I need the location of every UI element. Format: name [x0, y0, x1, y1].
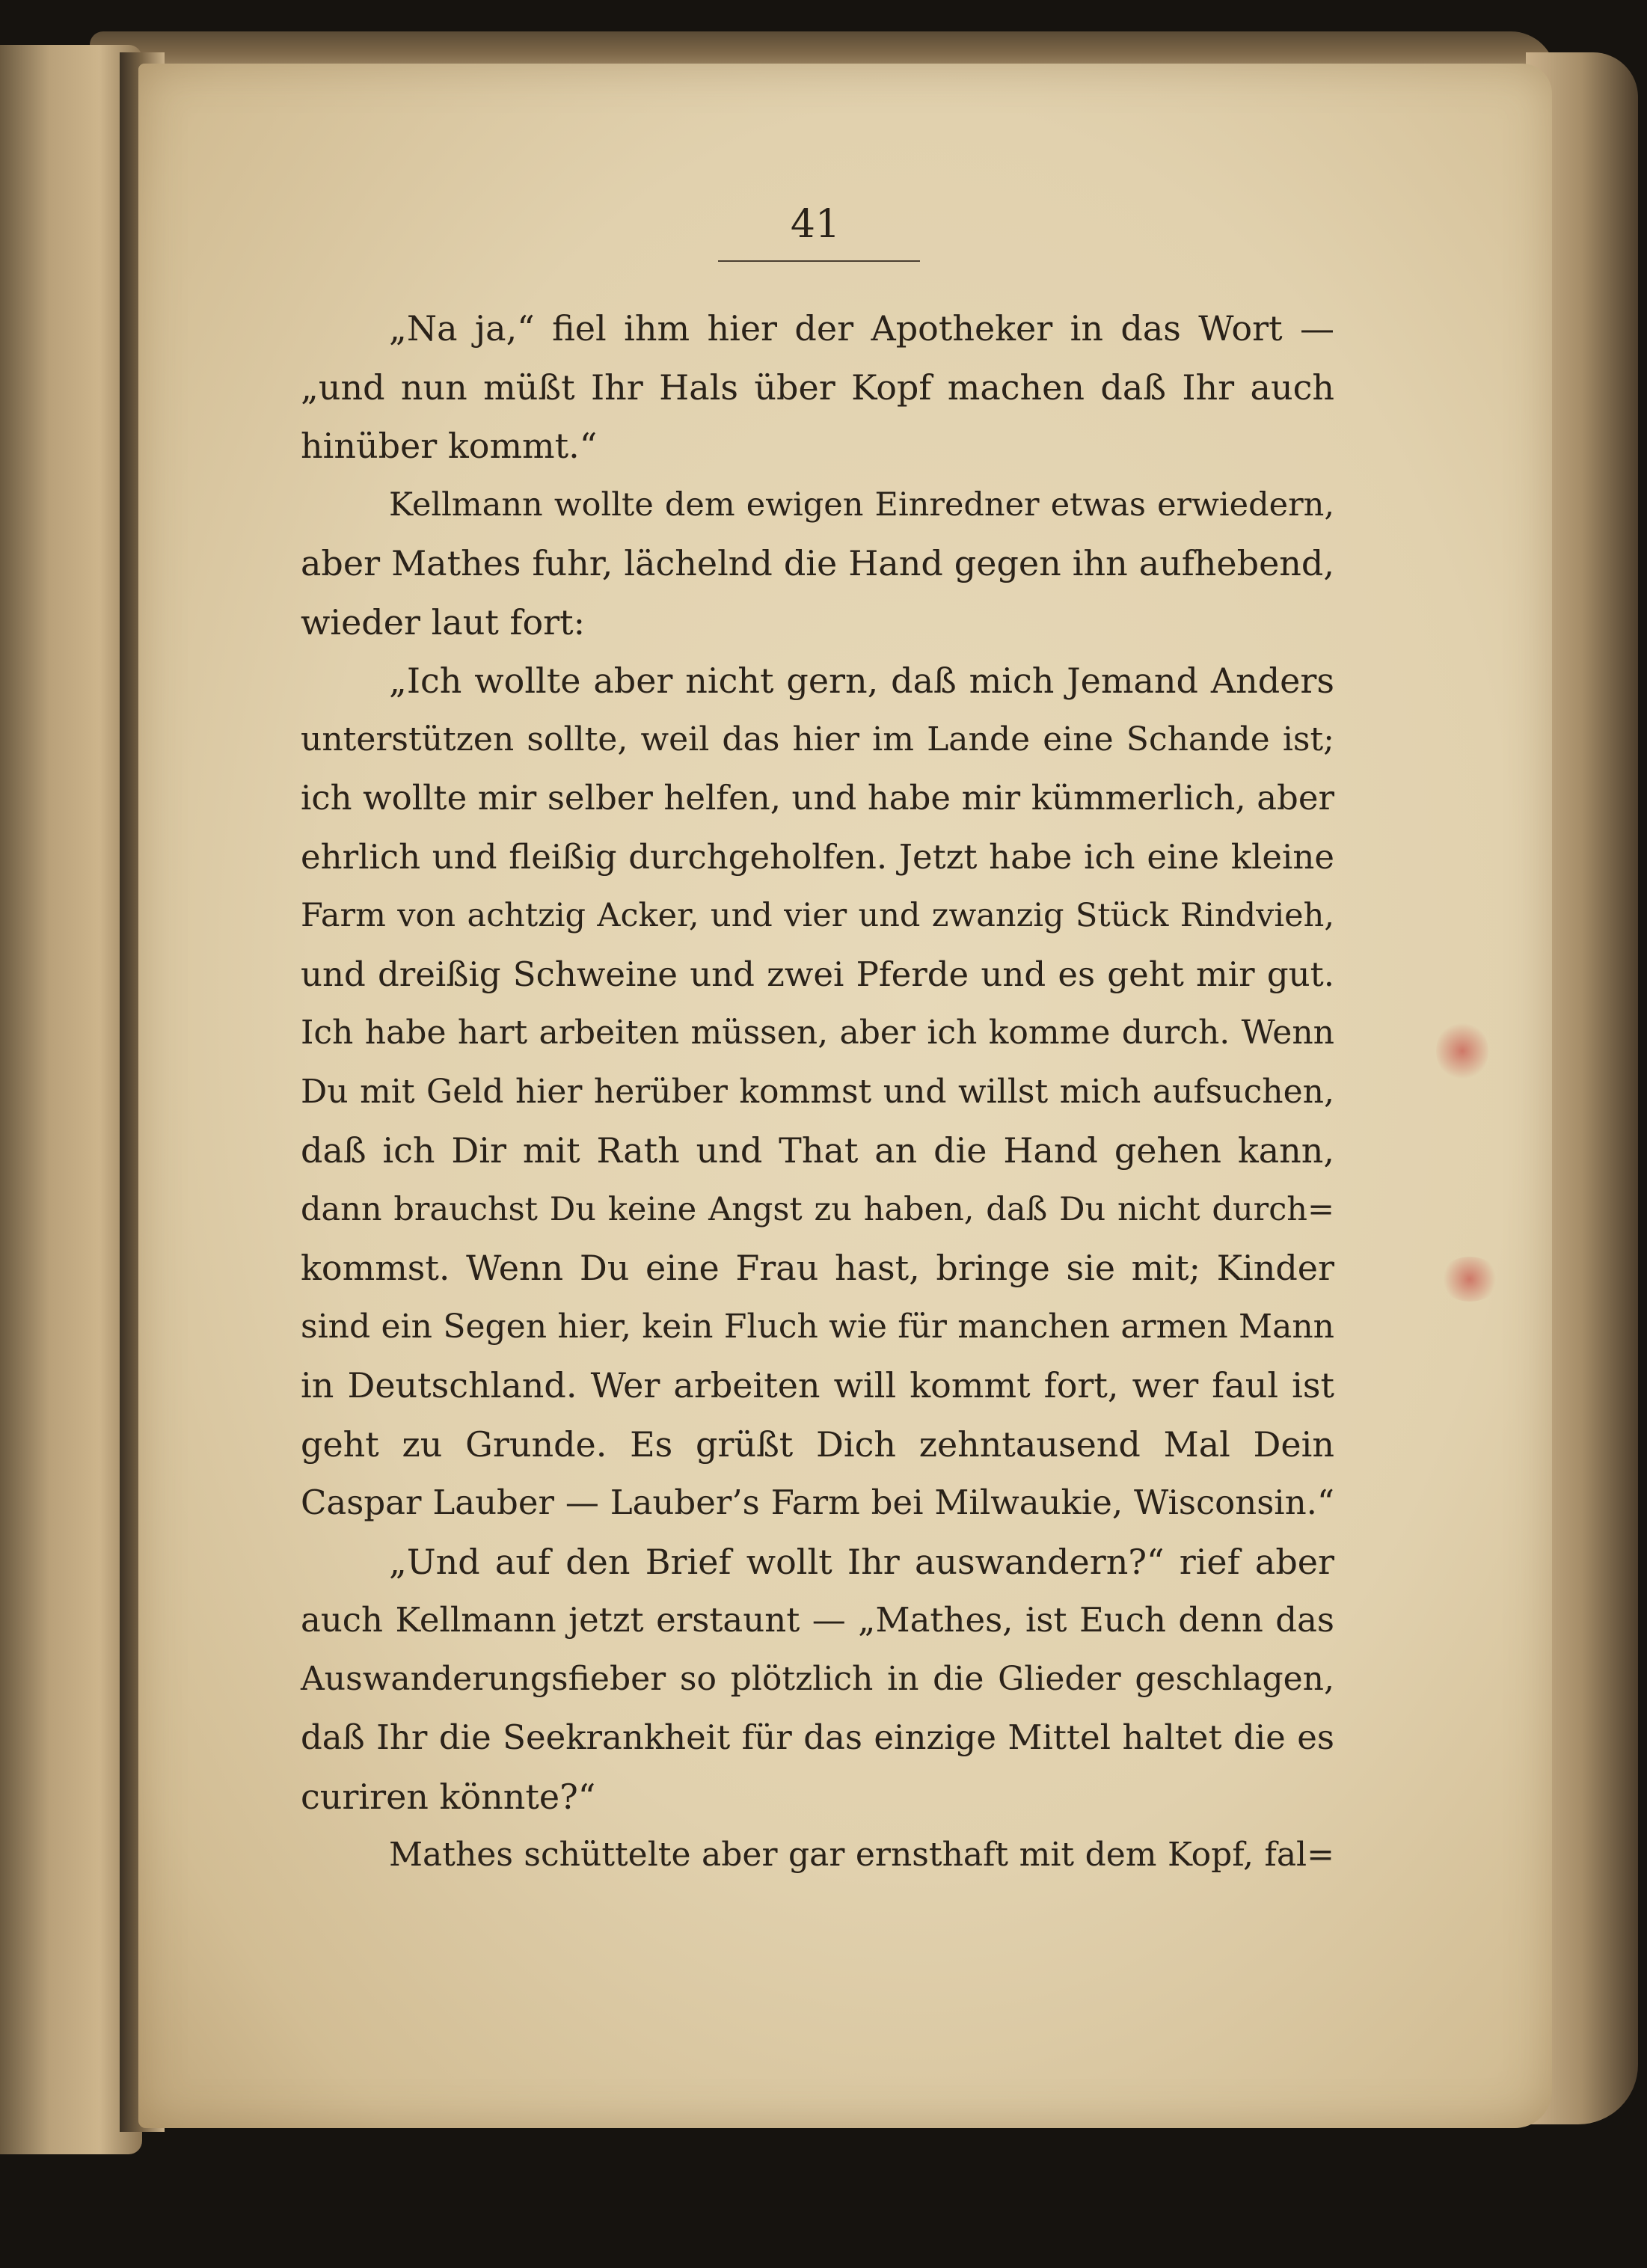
page-number-rule	[718, 260, 920, 262]
text-line: Farm von achtzig Acker, und vier und zwanzig Stück Rindvieh,	[301, 897, 1334, 934]
text-line: und dreißig Schweine und zwei Pferde und es geht mir gut.	[301, 954, 1334, 994]
text-line: aber Mathes fuhr, lächelnd die Hand gegen ihn aufhebend,	[301, 543, 1334, 583]
text-line: geht zu Grunde. Es grüßt Dich zehntausend Mal Dein	[301, 1423, 1334, 1465]
text-line: daß ich Dir mit Rath und That an die Hand gehen kann,	[301, 1130, 1334, 1171]
text-line: daß Ihr die Seekrankheit für das einzige Mittel haltet die es	[301, 1717, 1334, 1757]
text-line: „Na ja,“ fiel ihm hier der Apotheker in das Wort —	[389, 308, 1334, 349]
text-line: Ich habe hart arbeiten müssen, aber ich komme durch. Wenn	[301, 1014, 1334, 1052]
text-line: unterstützen sollte, weil das hier im Lande eine Schande ist;	[301, 720, 1334, 758]
text-line: Kellmann wollte dem ewigen Einredner etwas erwiedern,	[389, 485, 1334, 524]
text-line: ich wollte mir selber helfen, und habe mir kümmerlich, aber	[301, 778, 1334, 818]
text-line: „und nun müßt Ihr Hals über Kopf machen daß Ihr auch	[301, 367, 1334, 408]
text-line: Caspar Lauber — Lauber’s Farm bei Milwaukie, Wisconsin.“	[301, 1483, 1334, 1522]
text-line: curiren könnte?“	[301, 1776, 596, 1817]
text-line: „Ich wollte aber nicht gern, daß mich Jemand Anders	[389, 661, 1334, 701]
page-number: 41	[790, 202, 841, 247]
text-line: hinüber kommt.“	[301, 426, 598, 466]
text-line: kommst. Wenn Du eine Frau hast, bringe sie mit; Kinder	[301, 1248, 1334, 1288]
body-text	[301, 299, 1334, 1885]
text-line: in Deutschland. Wer arbeiten will kommt fort, wer faul ist	[301, 1365, 1334, 1406]
text-line: „Und auf den Brief wollt Ihr auswandern?“ rief aber	[389, 1541, 1334, 1582]
text-line: auch Kellmann jetzt erstaunt — „Mathes, ist Euch denn das	[301, 1600, 1334, 1640]
text-line: Auswanderungsfieber so plötzlich in die Glieder geschlagen,	[301, 1659, 1334, 1698]
text-line: Mathes schüttelte aber gar ernsthaft mit dem Kopf, fal=	[389, 1836, 1334, 1874]
ink-stain	[1440, 1257, 1500, 1302]
ink-stain	[1436, 1021, 1488, 1081]
text-line: wieder laut fort:	[301, 601, 586, 643]
text-line: dann brauchst Du keine Angst zu haben, daß Du nicht durch=	[301, 1190, 1334, 1228]
text-line: ehrlich und fleißig durchgeholfen. Jetzt habe ich eine kleine	[301, 836, 1334, 877]
text-line: sind ein Segen hier, kein Fluch wie für manchen armen Mann	[301, 1307, 1334, 1346]
text-line: Du mit Geld hier herüber kommst und willst mich aufsuchen,	[301, 1072, 1334, 1111]
